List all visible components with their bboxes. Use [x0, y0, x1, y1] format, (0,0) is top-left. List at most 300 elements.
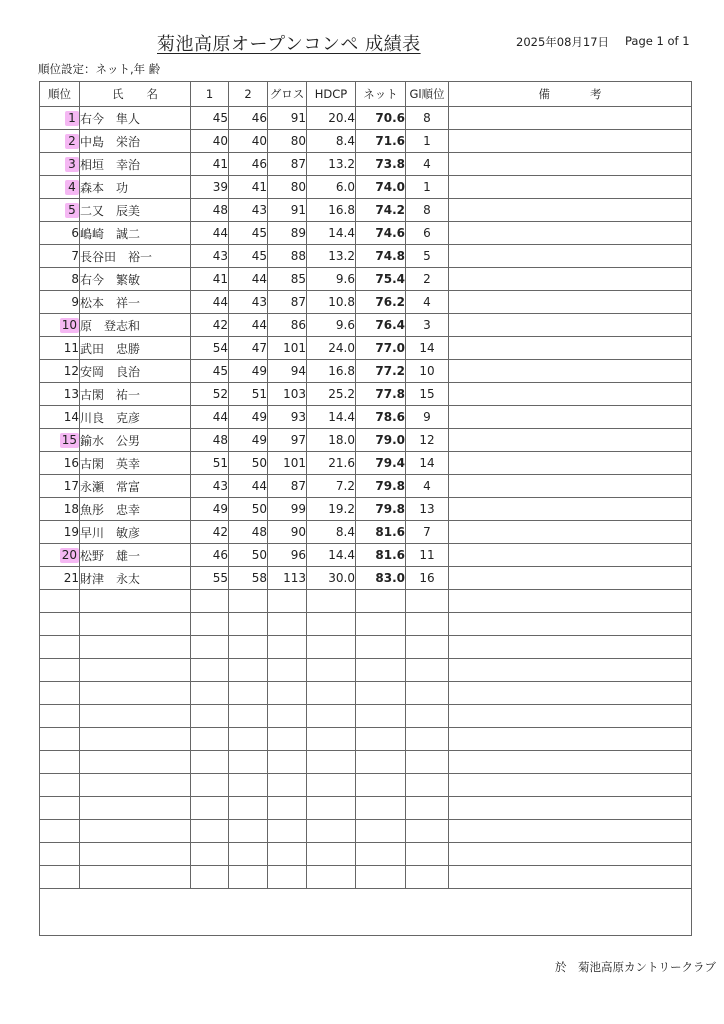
empty-cell — [406, 682, 449, 705]
remarks-cell — [449, 314, 692, 337]
empty-cell — [449, 613, 692, 636]
gl-rank-cell: 13 — [406, 498, 449, 521]
name-cell: 早川 敏彦 — [80, 521, 191, 544]
remarks-cell — [449, 153, 692, 176]
results-body — [40, 107, 692, 936]
name-cell: 魚彤 忠幸 — [80, 498, 191, 521]
empty-cell — [40, 866, 80, 889]
empty-cell — [229, 820, 268, 843]
in-score-cell: 44 — [229, 268, 268, 291]
out-score-cell: 55 — [191, 567, 229, 590]
name-cell: 相垣 幸治 — [80, 153, 191, 176]
rank-cell — [40, 521, 80, 544]
gross-cell: 94 — [268, 360, 307, 383]
hdcp-cell: 16.8 — [307, 360, 356, 383]
gross-cell: 101 — [268, 452, 307, 475]
out-score-cell: 41 — [191, 268, 229, 291]
rank-value: 5 — [65, 203, 79, 218]
hdcp-cell: 10.8 — [307, 291, 356, 314]
empty-cell — [268, 590, 307, 613]
net-cell: 76.4 — [356, 314, 406, 337]
remarks-cell — [449, 176, 692, 199]
rank-cell — [40, 498, 80, 521]
gross-cell: 97 — [268, 429, 307, 452]
empty-cell — [40, 659, 80, 682]
table-row — [40, 360, 692, 383]
table-row — [40, 475, 692, 498]
empty-cell — [356, 774, 406, 797]
out-score-cell: 51 — [191, 452, 229, 475]
header-remarks: 備考 — [449, 82, 692, 107]
empty-cell — [307, 613, 356, 636]
gl-rank-cell: 16 — [406, 567, 449, 590]
out-score-cell: 42 — [191, 521, 229, 544]
name-cell: 右今 隼人 — [80, 107, 191, 130]
gross-cell: 101 — [268, 337, 307, 360]
empty-cell — [80, 636, 191, 659]
empty-cell — [449, 843, 692, 866]
empty-cell — [406, 797, 449, 820]
gross-cell: 80 — [268, 130, 307, 153]
gl-rank-cell: 4 — [406, 153, 449, 176]
out-score-cell: 44 — [191, 291, 229, 314]
in-score-cell: 49 — [229, 360, 268, 383]
empty-cell — [268, 820, 307, 843]
gl-rank-cell: 1 — [406, 130, 449, 153]
empty-cell — [406, 820, 449, 843]
empty-cell — [356, 866, 406, 889]
empty-cell — [80, 613, 191, 636]
rank-cell — [40, 383, 80, 406]
remarks-cell — [449, 429, 692, 452]
net-cell: 78.6 — [356, 406, 406, 429]
empty-cell — [80, 728, 191, 751]
net-cell: 74.6 — [356, 222, 406, 245]
remarks-cell — [449, 521, 692, 544]
header-rank: 順位 — [40, 82, 80, 107]
rank-value: 20 — [61, 547, 77, 562]
hdcp-cell: 18.0 — [307, 429, 356, 452]
empty-cell — [191, 613, 229, 636]
empty-cell — [80, 774, 191, 797]
empty-cell — [191, 728, 229, 751]
name-cell: 永瀬 常富 — [80, 475, 191, 498]
hdcp-cell: 16.8 — [307, 199, 356, 222]
remarks-cell — [449, 130, 692, 153]
name-cell: 古閑 祐一 — [80, 383, 191, 406]
empty-cell — [40, 613, 80, 636]
out-score-cell: 45 — [191, 107, 229, 130]
rank-value: 1 — [65, 111, 79, 126]
rank-cell — [40, 176, 80, 199]
in-score-cell: 43 — [229, 291, 268, 314]
rank-cell — [40, 153, 80, 176]
empty-cell — [229, 682, 268, 705]
out-score-cell: 41 — [191, 153, 229, 176]
out-score-cell: 43 — [191, 475, 229, 498]
hdcp-cell: 7.2 — [307, 475, 356, 498]
net-cell: 71.6 — [356, 130, 406, 153]
name-cell: 武田 忠勝 — [80, 337, 191, 360]
empty-row — [40, 705, 692, 728]
gross-cell: 99 — [268, 498, 307, 521]
hdcp-cell: 14.4 — [307, 406, 356, 429]
name-cell: 右今 繁敏 — [80, 268, 191, 291]
empty-cell — [229, 774, 268, 797]
rank-value: 2 — [65, 134, 79, 149]
net-cell: 79.8 — [356, 498, 406, 521]
gross-cell: 87 — [268, 475, 307, 498]
rank-value: 21 — [63, 571, 79, 585]
table-row — [40, 199, 692, 222]
results-table — [39, 81, 692, 936]
empty-cell — [406, 728, 449, 751]
in-score-cell: 50 — [229, 498, 268, 521]
empty-cell — [356, 705, 406, 728]
hdcp-cell: 25.2 — [307, 383, 356, 406]
gl-rank-cell: 11 — [406, 544, 449, 567]
out-score-cell: 43 — [191, 245, 229, 268]
rank-cell — [40, 429, 80, 452]
name-cell: 長谷田 裕一 — [80, 245, 191, 268]
empty-cell — [449, 590, 692, 613]
empty-cell — [268, 613, 307, 636]
name-cell: 古閑 英幸 — [80, 452, 191, 475]
remarks-cell — [449, 452, 692, 475]
in-score-cell: 41 — [229, 176, 268, 199]
empty-cell — [307, 705, 356, 728]
empty-cell — [229, 636, 268, 659]
out-score-cell: 44 — [191, 406, 229, 429]
empty-cell — [191, 682, 229, 705]
rank-value: 15 — [61, 432, 77, 447]
empty-cell — [40, 590, 80, 613]
name-cell: 松本 祥一 — [80, 291, 191, 314]
empty-row — [40, 613, 692, 636]
remarks-cell — [449, 291, 692, 314]
out-score-cell: 44 — [191, 222, 229, 245]
empty-cell — [80, 866, 191, 889]
page-indicator: Page 1 of 1 — [625, 34, 690, 48]
out-score-cell: 52 — [191, 383, 229, 406]
rank-cell — [40, 337, 80, 360]
net-cell: 81.6 — [356, 544, 406, 567]
empty-cell — [406, 590, 449, 613]
empty-row — [40, 843, 692, 866]
empty-cell — [406, 866, 449, 889]
net-cell: 77.2 — [356, 360, 406, 383]
empty-cell — [307, 797, 356, 820]
remarks-cell — [449, 406, 692, 429]
empty-cell — [406, 751, 449, 774]
net-cell: 79.8 — [356, 475, 406, 498]
empty-cell — [191, 843, 229, 866]
hdcp-cell: 6.0 — [307, 176, 356, 199]
net-cell: 74.2 — [356, 199, 406, 222]
empty-cell — [229, 613, 268, 636]
empty-cell — [449, 728, 692, 751]
empty-row — [40, 820, 692, 843]
gross-cell: 91 — [268, 199, 307, 222]
out-score-cell: 42 — [191, 314, 229, 337]
empty-cell — [191, 705, 229, 728]
empty-cell — [80, 705, 191, 728]
table-row — [40, 176, 692, 199]
empty-cell — [307, 682, 356, 705]
empty-cell — [191, 820, 229, 843]
empty-cell — [268, 797, 307, 820]
net-cell: 79.0 — [356, 429, 406, 452]
empty-cell — [268, 728, 307, 751]
table-row — [40, 314, 692, 337]
gross-cell: 96 — [268, 544, 307, 567]
header-net: ネット — [356, 82, 406, 107]
name-cell: 原 登志和 — [80, 314, 191, 337]
remarks-cell — [449, 360, 692, 383]
remarks-cell — [449, 544, 692, 567]
empty-row — [40, 682, 692, 705]
net-cell: 73.8 — [356, 153, 406, 176]
empty-cell — [449, 797, 692, 820]
empty-row — [40, 774, 692, 797]
out-score-cell: 48 — [191, 429, 229, 452]
empty-cell — [40, 820, 80, 843]
in-score-cell: 46 — [229, 107, 268, 130]
rank-value: 10 — [61, 317, 77, 332]
name-cell: 財津 永太 — [80, 567, 191, 590]
out-score-cell: 40 — [191, 130, 229, 153]
table-header-row — [40, 82, 692, 107]
in-score-cell: 40 — [229, 130, 268, 153]
empty-cell — [356, 636, 406, 659]
hdcp-cell: 14.4 — [307, 222, 356, 245]
table-row — [40, 153, 692, 176]
empty-cell — [80, 820, 191, 843]
empty-cell — [268, 774, 307, 797]
gross-cell: 113 — [268, 567, 307, 590]
in-score-cell: 50 — [229, 452, 268, 475]
empty-cell — [40, 728, 80, 751]
header-hdcp: HDCP — [307, 82, 356, 107]
net-cell: 76.2 — [356, 291, 406, 314]
remarks-cell — [449, 383, 692, 406]
gl-rank-cell: 1 — [406, 176, 449, 199]
empty-cell — [356, 590, 406, 613]
empty-cell — [191, 774, 229, 797]
in-score-cell: 46 — [229, 153, 268, 176]
remarks-cell — [449, 222, 692, 245]
name-cell: 松野 雄一 — [80, 544, 191, 567]
rank-value: 9 — [71, 295, 79, 309]
gross-cell: 91 — [268, 107, 307, 130]
hdcp-cell: 19.2 — [307, 498, 356, 521]
net-cell: 77.0 — [356, 337, 406, 360]
gross-cell: 85 — [268, 268, 307, 291]
header-out: 1 — [191, 82, 229, 107]
empty-cell — [40, 636, 80, 659]
name-cell: 川良 克彦 — [80, 406, 191, 429]
net-cell: 81.6 — [356, 521, 406, 544]
empty-cell — [229, 843, 268, 866]
empty-cell — [449, 751, 692, 774]
hdcp-cell: 21.6 — [307, 452, 356, 475]
empty-cell — [307, 751, 356, 774]
gl-rank-cell: 15 — [406, 383, 449, 406]
empty-cell — [191, 659, 229, 682]
gl-rank-cell: 14 — [406, 452, 449, 475]
empty-cell — [356, 843, 406, 866]
gl-rank-cell: 5 — [406, 245, 449, 268]
header-name: 氏 名 — [80, 82, 191, 107]
table-bottom-area — [40, 889, 692, 936]
rank-value: 16 — [63, 456, 79, 470]
empty-row — [40, 659, 692, 682]
document-title: 菊池高原オープンコンペ 成績表 — [157, 34, 421, 55]
empty-cell — [307, 820, 356, 843]
table-row — [40, 567, 692, 590]
document-date: 2025年08月17日 — [516, 35, 610, 49]
empty-cell — [40, 682, 80, 705]
table-row — [40, 245, 692, 268]
header-gl-rank: Gl順位 — [406, 82, 449, 107]
in-score-cell: 58 — [229, 567, 268, 590]
empty-cell — [191, 636, 229, 659]
empty-cell — [449, 682, 692, 705]
name-cell: 鍮水 公男 — [80, 429, 191, 452]
out-score-cell: 48 — [191, 199, 229, 222]
empty-cell — [356, 682, 406, 705]
table-row — [40, 544, 692, 567]
in-score-cell: 43 — [229, 199, 268, 222]
net-cell: 74.0 — [356, 176, 406, 199]
gl-rank-cell: 4 — [406, 291, 449, 314]
empty-cell — [268, 751, 307, 774]
empty-cell — [449, 705, 692, 728]
empty-cell — [449, 636, 692, 659]
rank-value: 6 — [71, 226, 79, 240]
table-row — [40, 107, 692, 130]
gross-cell: 80 — [268, 176, 307, 199]
name-cell: 安岡 良治 — [80, 360, 191, 383]
empty-cell — [406, 636, 449, 659]
empty-cell — [307, 659, 356, 682]
empty-cell — [307, 843, 356, 866]
gl-rank-cell: 4 — [406, 475, 449, 498]
empty-cell — [406, 659, 449, 682]
table-row — [40, 429, 692, 452]
empty-cell — [268, 682, 307, 705]
empty-row — [40, 751, 692, 774]
out-score-cell: 45 — [191, 360, 229, 383]
rank-cell — [40, 268, 80, 291]
empty-row — [40, 728, 692, 751]
hdcp-cell: 8.4 — [307, 521, 356, 544]
empty-cell — [229, 705, 268, 728]
gross-cell: 93 — [268, 406, 307, 429]
rank-value: 3 — [65, 157, 79, 172]
name-cell: 森本 功 — [80, 176, 191, 199]
out-score-cell: 46 — [191, 544, 229, 567]
empty-cell — [406, 705, 449, 728]
empty-cell — [229, 659, 268, 682]
rank-cell — [40, 199, 80, 222]
net-cell: 74.8 — [356, 245, 406, 268]
empty-cell — [191, 751, 229, 774]
empty-cell — [229, 751, 268, 774]
gross-cell: 87 — [268, 153, 307, 176]
gl-rank-cell: 10 — [406, 360, 449, 383]
rank-value: 18 — [63, 502, 79, 516]
rank-value: 19 — [63, 525, 79, 539]
rank-value: 8 — [71, 272, 79, 286]
empty-cell — [356, 797, 406, 820]
empty-cell — [356, 751, 406, 774]
in-score-cell: 47 — [229, 337, 268, 360]
hdcp-cell: 20.4 — [307, 107, 356, 130]
gl-rank-cell: 6 — [406, 222, 449, 245]
gl-rank-cell: 12 — [406, 429, 449, 452]
gross-cell: 103 — [268, 383, 307, 406]
venue-footer: 於 菊池高原カントリークラブ — [555, 960, 716, 974]
remarks-cell — [449, 567, 692, 590]
name-cell: 中島 栄治 — [80, 130, 191, 153]
rank-value: 12 — [63, 364, 79, 378]
empty-cell — [229, 728, 268, 751]
empty-cell — [356, 659, 406, 682]
in-score-cell: 44 — [229, 475, 268, 498]
empty-cell — [406, 613, 449, 636]
empty-cell — [449, 866, 692, 889]
remarks-cell — [449, 475, 692, 498]
empty-row — [40, 636, 692, 659]
empty-cell — [406, 843, 449, 866]
table-row — [40, 222, 692, 245]
hdcp-cell: 14.4 — [307, 544, 356, 567]
rank-cell — [40, 222, 80, 245]
empty-cell — [307, 866, 356, 889]
net-cell: 75.4 — [356, 268, 406, 291]
gross-cell: 87 — [268, 291, 307, 314]
rank-cell — [40, 475, 80, 498]
gl-rank-cell: 9 — [406, 406, 449, 429]
gl-rank-cell: 8 — [406, 107, 449, 130]
empty-cell — [307, 590, 356, 613]
table-row — [40, 337, 692, 360]
hdcp-cell: 9.6 — [307, 314, 356, 337]
empty-cell — [356, 728, 406, 751]
bottom-blank-cell — [40, 889, 692, 936]
hdcp-cell: 30.0 — [307, 567, 356, 590]
empty-cell — [307, 636, 356, 659]
hdcp-cell: 13.2 — [307, 245, 356, 268]
remarks-cell — [449, 107, 692, 130]
in-score-cell: 49 — [229, 406, 268, 429]
rank-value: 14 — [63, 410, 79, 424]
net-cell: 79.4 — [356, 452, 406, 475]
out-score-cell: 39 — [191, 176, 229, 199]
out-score-cell: 54 — [191, 337, 229, 360]
empty-cell — [449, 659, 692, 682]
net-cell: 83.0 — [356, 567, 406, 590]
empty-cell — [356, 820, 406, 843]
hdcp-cell: 8.4 — [307, 130, 356, 153]
empty-cell — [229, 590, 268, 613]
remarks-cell — [449, 199, 692, 222]
empty-cell — [268, 866, 307, 889]
hdcp-cell: 9.6 — [307, 268, 356, 291]
header-in: 2 — [229, 82, 268, 107]
in-score-cell: 45 — [229, 245, 268, 268]
